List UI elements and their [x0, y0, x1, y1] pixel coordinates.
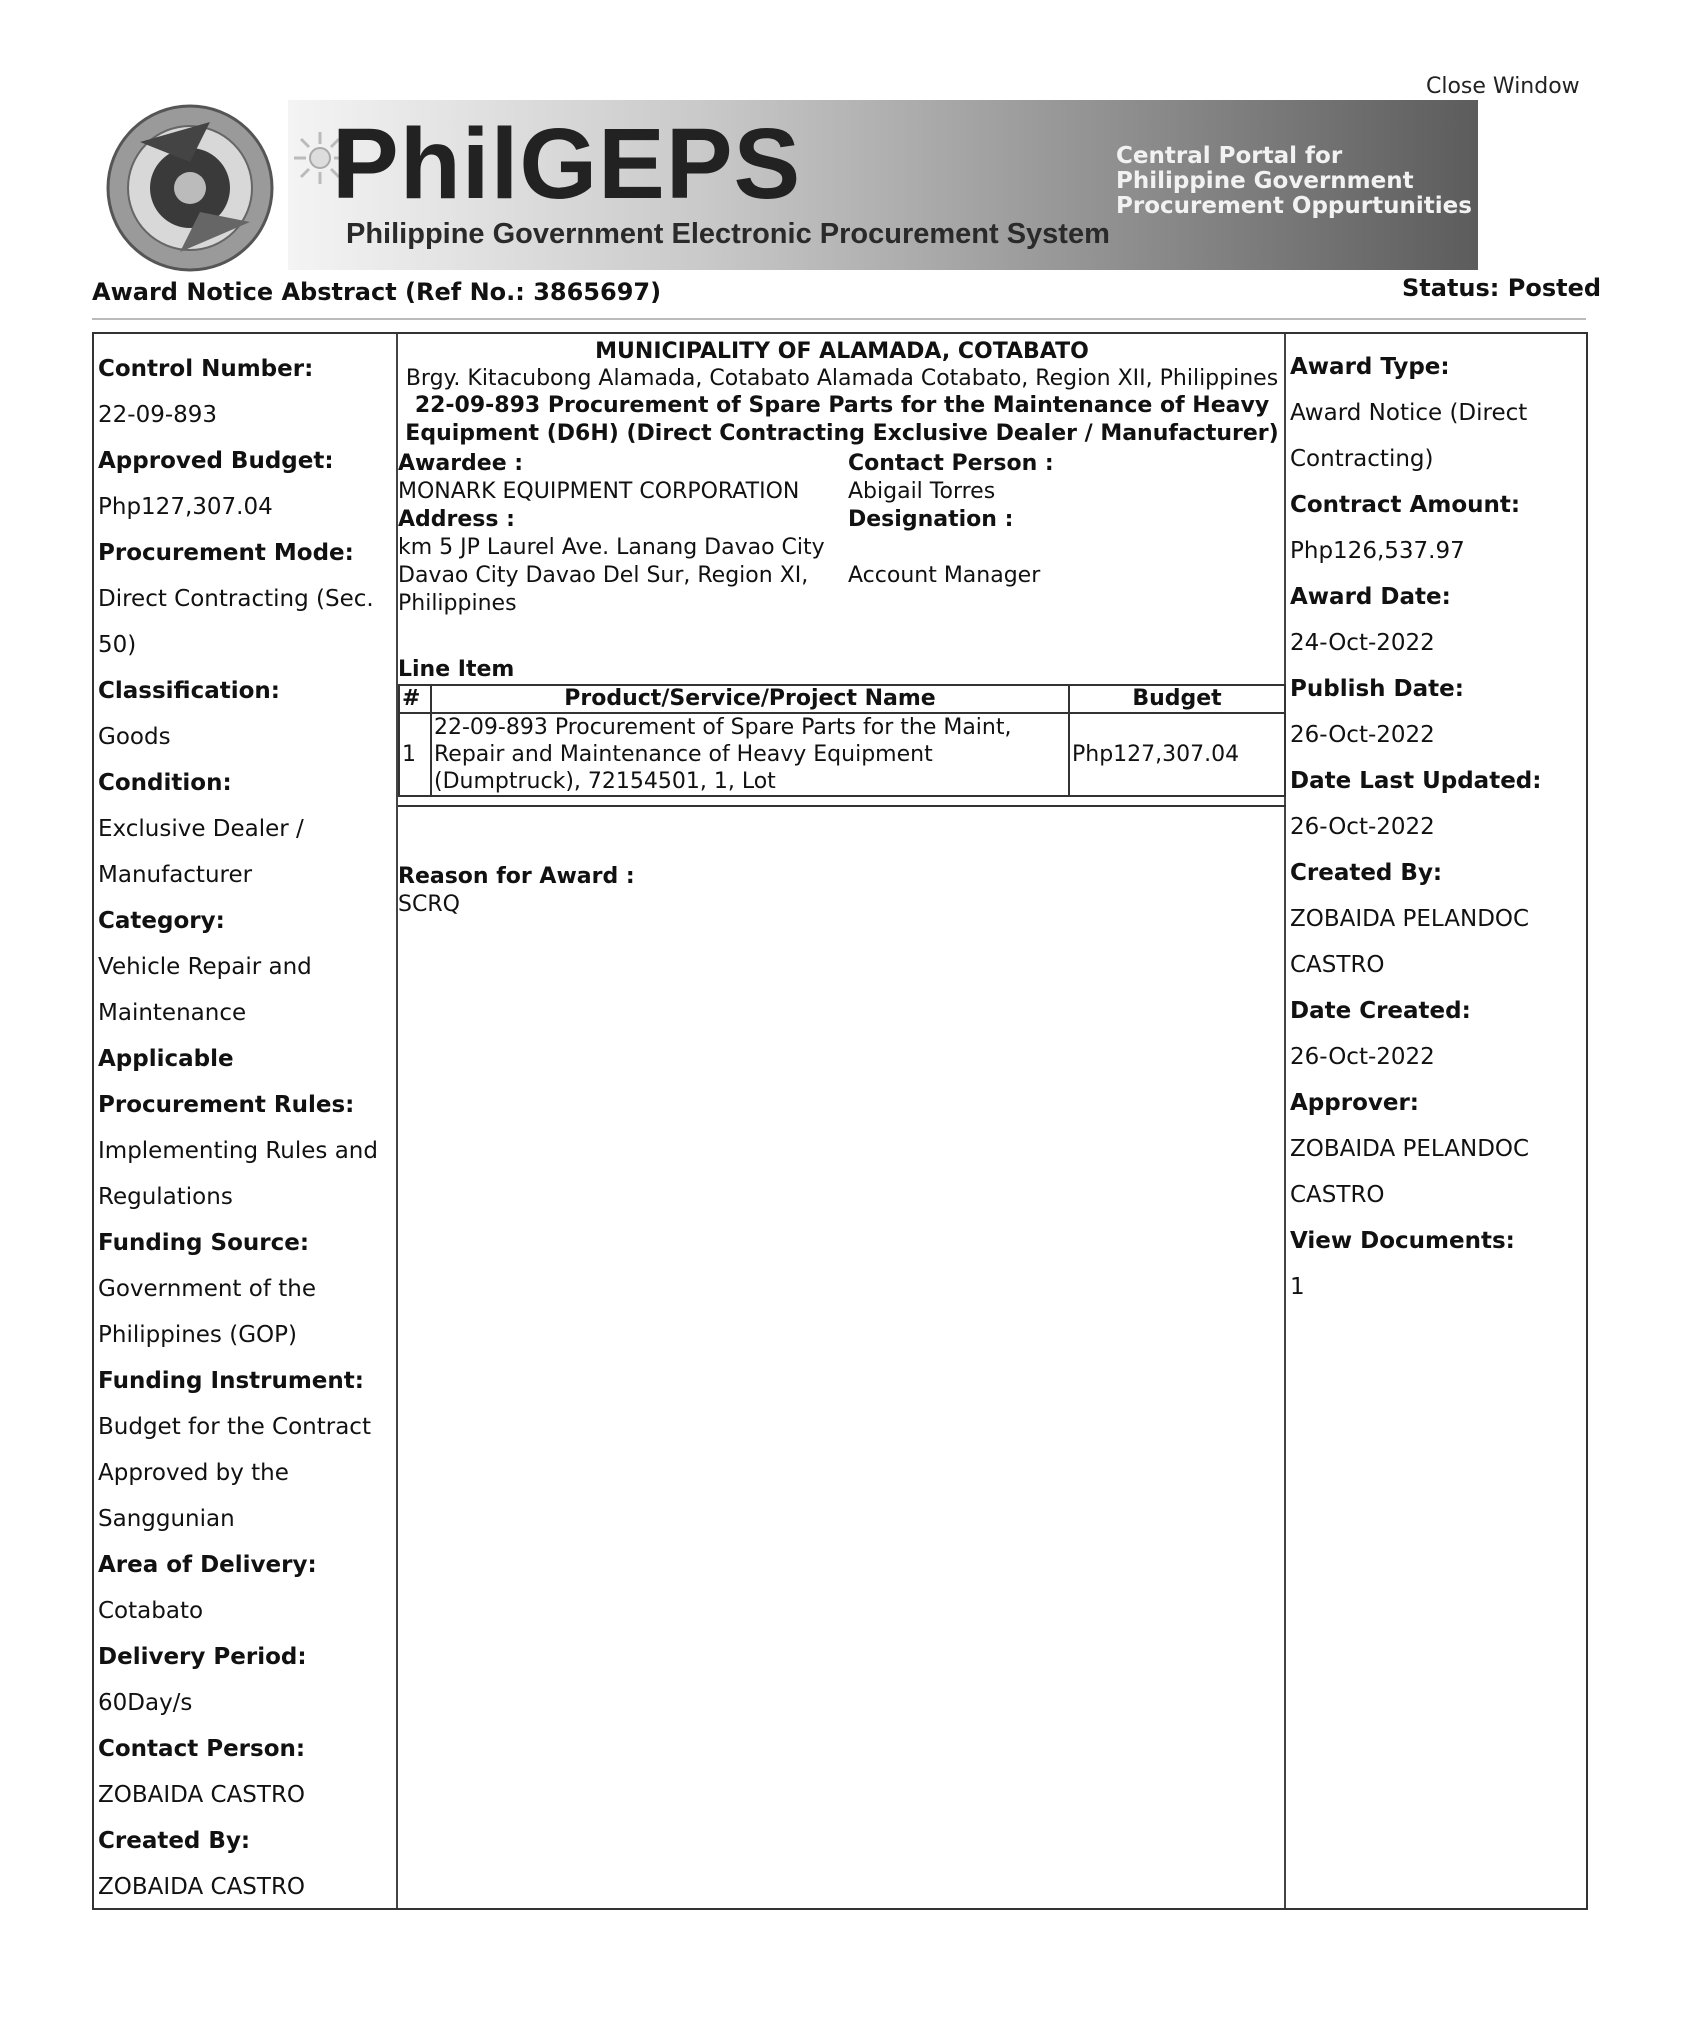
- tagline-line: Procurement Oppurtunities: [1116, 193, 1472, 219]
- field-label: Approver:: [1290, 1090, 1420, 1116]
- field-value: Php127,307.04: [98, 494, 273, 520]
- designation-value: Account Manager: [848, 563, 1041, 588]
- table-header-row: [399, 685, 1285, 713]
- field-value: Award Notice (Direct Contracting): [1290, 400, 1528, 472]
- reason-label: Reason for Award :: [398, 864, 635, 889]
- banner-title: PhilGEPS: [332, 108, 802, 220]
- center-details-column: [398, 338, 1286, 919]
- field-value: Cotabato: [98, 1598, 204, 1624]
- view-documents-link[interactable]: 1: [1290, 1274, 1305, 1300]
- field-label: Applicable Procurement Rules:: [98, 1046, 355, 1118]
- awardee-info: [398, 450, 848, 618]
- field-label: Approved Budget:: [98, 448, 334, 474]
- organization-address: Brgy. Kitacubong Alamada, Cotabato Alamada Cotabato, Region XII, Philippines: [405, 366, 1279, 391]
- philippine-seal-logo-icon: [100, 102, 280, 274]
- project-title: 22-09-893 Procurement of Spare Parts for the Maintenance of Heavy Equipment (D6H) (Direct Contracting Exclusive Dealer / Manufacturer): [405, 393, 1279, 446]
- field-label: Funding Source:: [98, 1230, 310, 1256]
- close-window-link[interactable]: Close Window: [1426, 74, 1580, 99]
- line-item-heading: Line Item: [398, 657, 515, 682]
- address-label: Address :: [398, 507, 515, 532]
- abstract-title: Award Notice Abstract (Ref No.: 3865697): [92, 278, 662, 306]
- field-value: 26-Oct-2022: [1290, 814, 1435, 840]
- field-value: Exclusive Dealer / Manufacturer: [98, 816, 304, 888]
- field-label: View Documents:: [1290, 1228, 1515, 1254]
- field-value: 22-09-893: [98, 402, 218, 428]
- field-label: Created By:: [98, 1828, 251, 1854]
- banner-tagline: [1116, 144, 1476, 219]
- tagline-line: Central Portal for: [1116, 143, 1343, 169]
- field-value: Php126,537.97: [1290, 538, 1465, 564]
- field-label: Created By:: [1290, 860, 1443, 886]
- field-label: Delivery Period:: [98, 1644, 307, 1670]
- contact-info: [848, 450, 1286, 590]
- line-item-table: [398, 684, 1286, 797]
- reason-value: SCRQ: [398, 892, 460, 917]
- philgeps-banner: [92, 100, 1478, 276]
- awardee-block: [398, 450, 1286, 636]
- field-value: ZOBAIDA PELANDOC CASTRO: [1290, 906, 1530, 978]
- field-label: Contact Person:: [98, 1736, 306, 1762]
- column-header-budget: Budget: [1069, 685, 1285, 713]
- contact-person-name: Abigail Torres: [848, 479, 996, 504]
- column-header-num: #: [399, 685, 431, 713]
- right-details-column: [1290, 344, 1580, 1310]
- awardee-address: km 5 JP Laurel Ave. Lanang Davao City Davao City Davao Del Sur, Region XI, Philippines: [398, 535, 825, 616]
- field-label: Control Number:: [98, 356, 314, 382]
- field-label: Contract Amount:: [1290, 492, 1521, 518]
- header-divider: [92, 318, 1586, 320]
- line-item-name: 22-09-893 Procurement of Spare Parts for the Maint, Repair and Maintenance of Heavy Equipment (Dumptruck), 72154501, 1, Lot: [431, 713, 1069, 796]
- field-label: Procurement Mode:: [98, 540, 354, 566]
- table-row: [399, 713, 1285, 796]
- field-label: Date Last Updated:: [1290, 768, 1542, 794]
- field-label: Publish Date:: [1290, 676, 1464, 702]
- field-label: Area of Delivery:: [98, 1552, 317, 1578]
- field-value: ZOBAIDA CASTRO: [98, 1782, 306, 1808]
- awardee-name: MONARK EQUIPMENT CORPORATION: [398, 479, 800, 504]
- designation-label: Designation :: [848, 507, 1014, 532]
- organization-name: MUNICIPALITY OF ALAMADA, COTABATO: [595, 339, 1089, 364]
- field-label: Date Created:: [1290, 998, 1471, 1024]
- field-label: Funding Instrument:: [98, 1368, 364, 1394]
- column-header-name: Product/Service/Project Name: [431, 685, 1069, 713]
- line-item-budget: Php127,307.04: [1069, 713, 1285, 796]
- field-value: ZOBAIDA CASTRO: [98, 1874, 306, 1900]
- field-value: 24-Oct-2022: [1290, 630, 1435, 656]
- field-value: Goods: [98, 724, 171, 750]
- field-value: Budget for the Contract Approved by the Sanggunian: [98, 1414, 371, 1532]
- field-value: Implementing Rules and Regulations: [98, 1138, 378, 1210]
- tagline-line: Philippine Government: [1116, 168, 1414, 194]
- contact-person-label: Contact Person :: [848, 451, 1054, 476]
- field-label: Condition:: [98, 770, 232, 796]
- field-label: Classification:: [98, 678, 281, 704]
- field-value: ZOBAIDA PELANDOC CASTRO: [1290, 1136, 1530, 1208]
- banner-subtitle: Philippine Government Electronic Procurement System: [346, 218, 1110, 250]
- field-value: 60Day/s: [98, 1690, 193, 1716]
- field-value: 26-Oct-2022: [1290, 722, 1435, 748]
- left-details-column: [98, 346, 398, 1910]
- line-item-num: 1: [399, 713, 431, 796]
- field-value: 26-Oct-2022: [1290, 1044, 1435, 1070]
- status-label: Status: Posted: [1402, 274, 1602, 302]
- table-bottom-rule: [398, 805, 1286, 807]
- field-label: Award Type:: [1290, 354, 1450, 380]
- field-value: Vehicle Repair and Maintenance: [98, 954, 312, 1026]
- award-notice-frame: [92, 332, 1588, 1910]
- awardee-label: Awardee :: [398, 451, 524, 476]
- field-label: Award Date:: [1290, 584, 1451, 610]
- field-value: Direct Contracting (Sec. 50): [98, 586, 374, 658]
- field-label: Category:: [98, 908, 225, 934]
- field-value: Government of the Philippines (GOP): [98, 1276, 316, 1348]
